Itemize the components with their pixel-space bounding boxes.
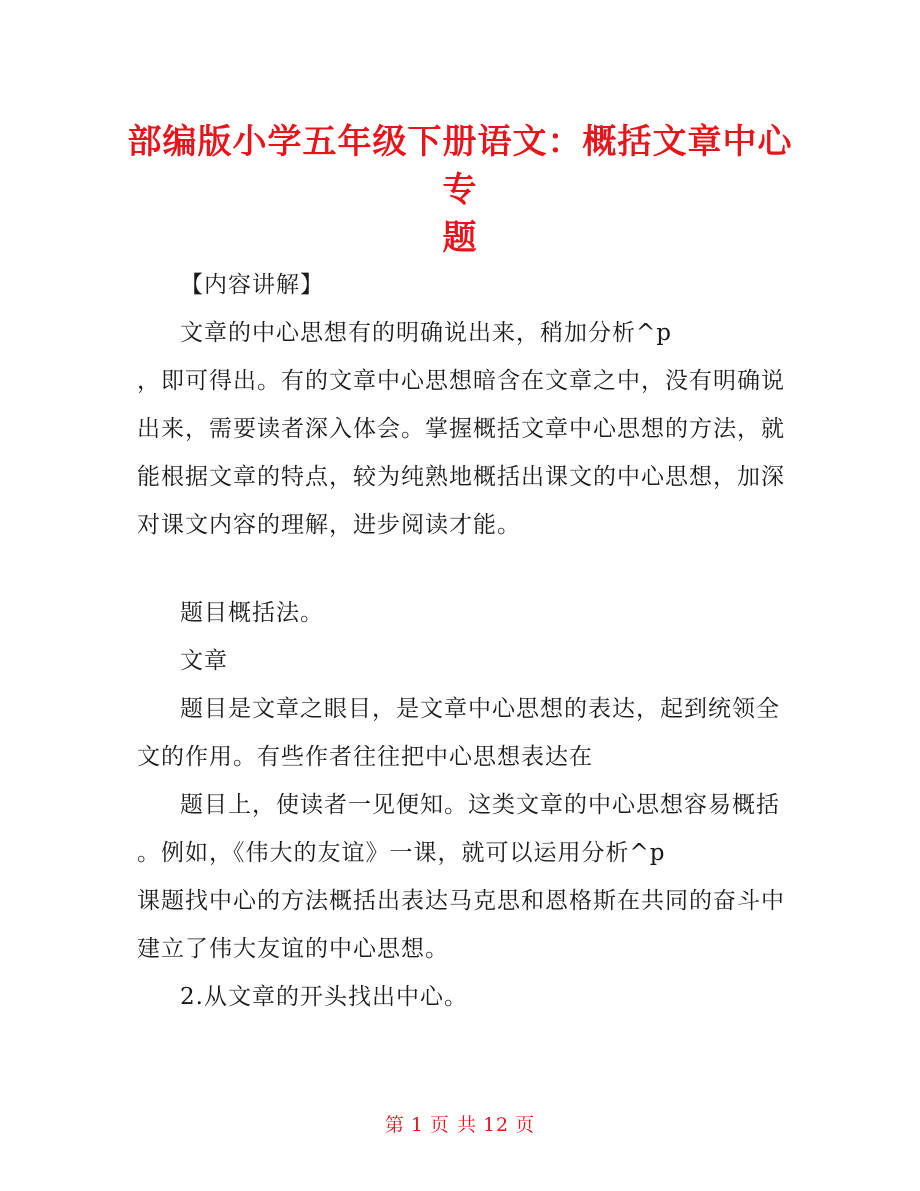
paragraph-line: 题目概括法。 xyxy=(180,600,324,626)
paragraph-line: 对课文内容的理解，进步阅读才能。 xyxy=(137,512,521,538)
paragraph-line: 出来，需要读者深入体会。掌握概括文章中心思想的方法，就 xyxy=(137,416,785,442)
paragraph-line: 建立了伟大友谊的中心思想。 xyxy=(137,936,449,962)
paragraph-line: 题目上，使读者一见便知。这类文章的中心思想容易概括 xyxy=(180,792,780,818)
title-line-1: 部编版小学五年级下册语文：概括文章中心专 xyxy=(127,122,793,210)
paragraph-line: 课题找中心的方法概括出表达马克思和恩格斯在共同的奋斗中 xyxy=(137,888,785,914)
paragraph-line: 2.从文章的开头找出中心。 xyxy=(180,984,468,1010)
paragraph-line: 。例如，《伟大的友谊》一课，就可以运用分析^p xyxy=(137,840,666,866)
paragraph-line: 能根据文章的特点，较为纯熟地概括出课文的中心思想，加深 xyxy=(137,464,785,490)
footer-prefix: 第 xyxy=(384,1114,405,1136)
document-title xyxy=(120,118,800,262)
paragraph-line: 题目是文章之眼目，是文章中心思想的表达，起到统领全 xyxy=(180,696,780,722)
footer-total-pages: 12 xyxy=(482,1114,510,1136)
section-heading-content-explanation: 【内容讲解】 xyxy=(180,272,324,298)
footer-suffix: 页 xyxy=(515,1114,536,1136)
footer-middle: 页 共 xyxy=(429,1114,477,1136)
title-line-2: 题 xyxy=(442,218,478,258)
footer-current-page: 1 xyxy=(410,1114,424,1136)
paragraph-line: ，即可得出。有的文章中心思想暗含在文章之中，没有明确说 xyxy=(137,368,785,394)
page-footer xyxy=(0,1113,920,1137)
paragraph-line: 文章 xyxy=(180,648,228,674)
paragraph-line: 文的作用。有些作者往往把中心思想表达在 xyxy=(137,744,593,770)
paragraph-line: 文章的中心思想有的明确说出来，稍加分析^p xyxy=(180,320,672,346)
